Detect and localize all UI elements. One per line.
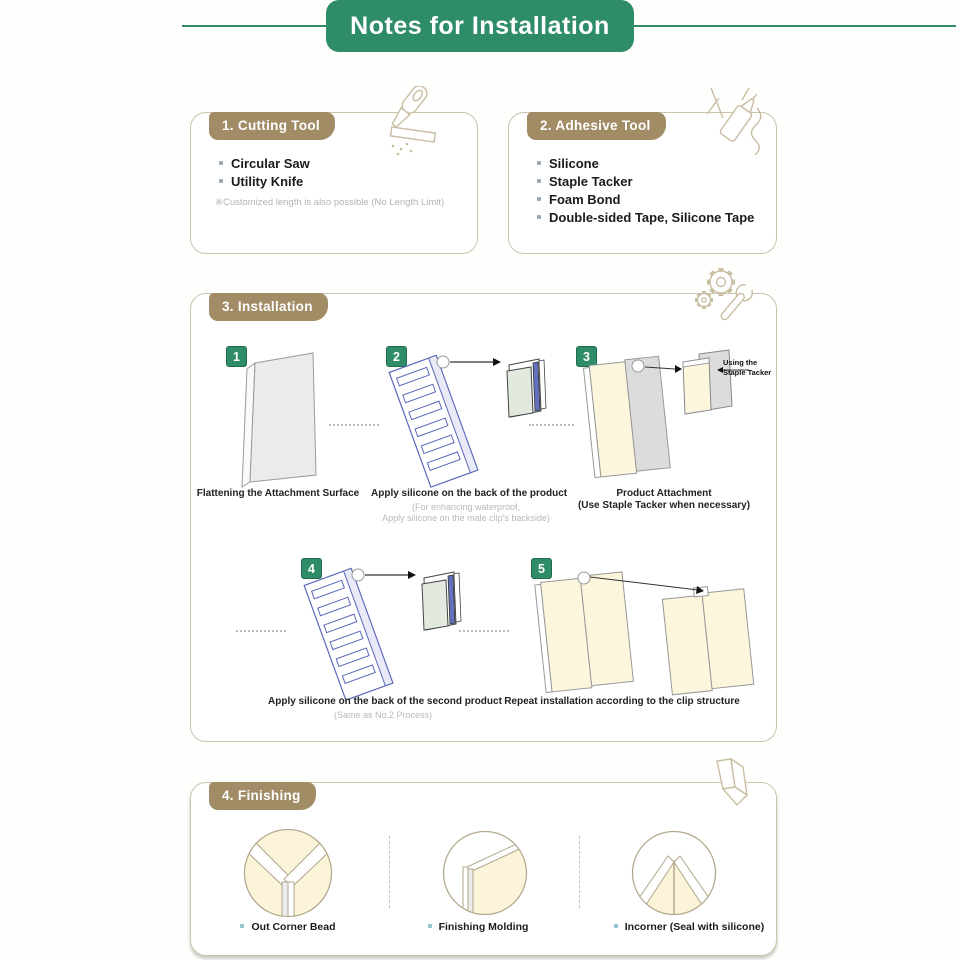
out-corner-bead-diagram	[242, 827, 334, 919]
gear-wrench-icon	[694, 265, 756, 329]
adhesive-tool-list	[537, 155, 754, 227]
list-item: Double-sided Tape, Silicone Tape	[537, 209, 754, 227]
list-item: Staple Tacker	[537, 173, 754, 191]
finishing-molding-diagram	[441, 829, 529, 917]
finishing-card	[190, 782, 777, 956]
bullet-icon	[219, 179, 223, 183]
finishing-molding-caption: Finishing Molding	[398, 921, 558, 933]
step-separator	[459, 630, 509, 632]
incorner-diagram	[630, 829, 718, 917]
step1-caption: Flattening the Attachment Surface	[196, 488, 360, 499]
page-title: Notes for Installation	[326, 0, 634, 52]
step2-subcaption: (For enhancing waterproof, Apply silicone on the male clip's backside)	[382, 502, 550, 523]
list-item: Foam Bond	[537, 191, 754, 209]
cutting-note: ※Customized length is also possible (No Length Limit)	[215, 197, 445, 208]
adhesive-tool-label: 2. Adhesive Tool	[527, 112, 666, 140]
cutting-tool-label: 1. Cutting Tool	[209, 112, 335, 140]
finishing-separator	[389, 836, 390, 908]
incorner-caption: Incorner (Seal with silicone)	[589, 921, 789, 933]
step5-repeat-diagram	[526, 562, 771, 707]
staple-tacker-annotation: Using the Staple Tacker	[723, 358, 772, 377]
out-corner-bead-caption: Out Corner Bead	[218, 921, 358, 933]
step5-caption: Repeat installation according to the clip structure	[504, 696, 740, 707]
list-item: Silicone	[537, 155, 754, 173]
bullet-icon	[537, 179, 541, 183]
adhesive-tool-card	[508, 112, 777, 254]
bullet-icon	[614, 924, 618, 928]
step4-caption: Apply silicone on the back of the second product	[268, 696, 502, 707]
step4-subcaption: (Same as No.2 Process)	[333, 710, 433, 720]
step-badge: 2	[386, 346, 407, 367]
step2-silicone-panel-diagram	[381, 349, 561, 494]
list-item: Utility Knife	[219, 173, 310, 191]
silicone-tube-icon	[697, 84, 771, 164]
bullet-icon	[219, 161, 223, 165]
step-badge: 1	[226, 346, 247, 367]
step-badge: 3	[576, 346, 597, 367]
bullet-icon	[537, 197, 541, 201]
step2-caption: Apply silicone on the back of the product	[371, 488, 568, 499]
step-separator	[529, 424, 574, 426]
step4-silicone-panel-diagram	[296, 562, 476, 707]
cutting-tool-card	[190, 112, 478, 254]
installation-card	[190, 293, 777, 742]
finishing-label: 4. Finishing	[209, 782, 316, 810]
installation-label: 3. Installation	[209, 293, 328, 321]
utility-knife-icon	[377, 86, 443, 158]
cutting-tool-list	[219, 155, 310, 191]
step-badge: 5	[531, 558, 552, 579]
finishing-separator	[579, 836, 580, 908]
step-separator	[236, 630, 286, 632]
corner-molding-icon	[699, 757, 757, 817]
bullet-icon	[537, 215, 541, 219]
bullet-icon	[428, 924, 432, 928]
step-badge: 4	[301, 558, 322, 579]
step3-caption: Product Attachment (Use Staple Tacker when necessary)	[577, 488, 751, 511]
bullet-icon	[240, 924, 244, 928]
list-item: Circular Saw	[219, 155, 310, 173]
bullet-icon	[537, 161, 541, 165]
step-separator	[329, 424, 379, 426]
step1-flat-panel-diagram	[221, 349, 331, 489]
